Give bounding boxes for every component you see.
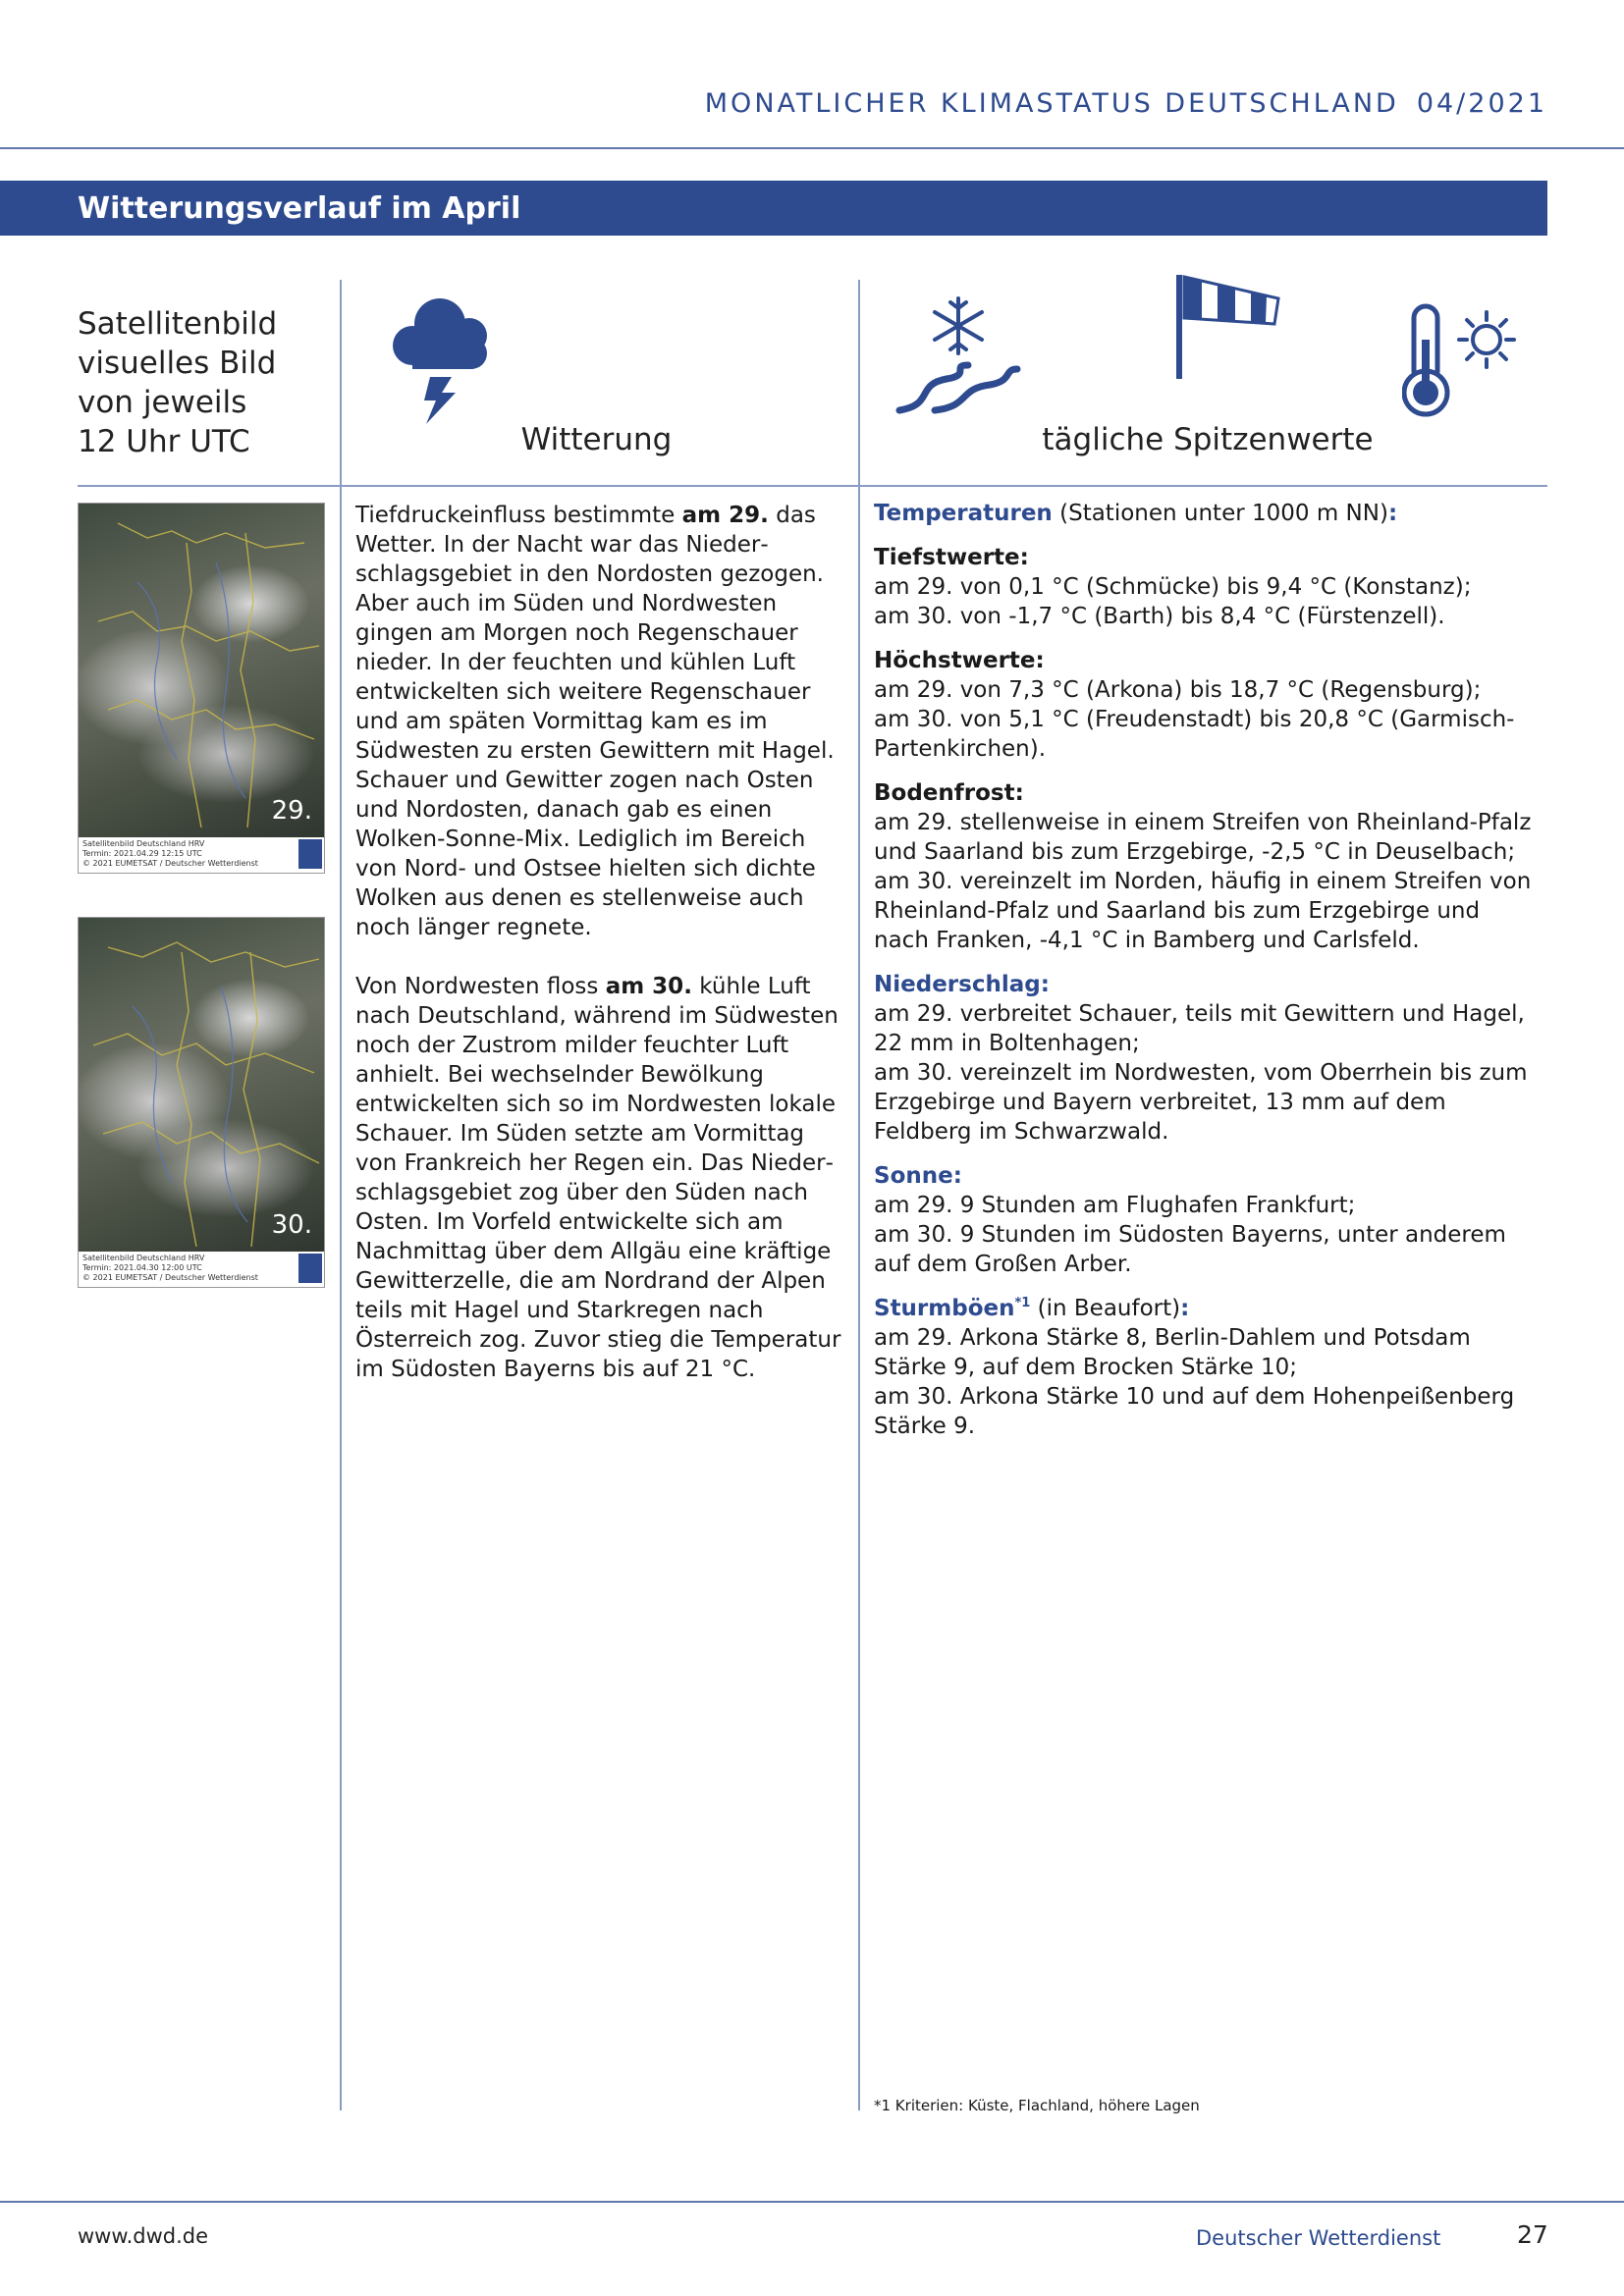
- value-line: am 30. vereinzelt im Norden, häufig in einem Streifen von Rheinland-Pfalz und Saarland bis zum Erzgebirge und nach Franken, -4,1 °C in Bamberg und Carlsfeld.: [874, 869, 1532, 953]
- weather-paragraph-29: [355, 501, 846, 942]
- satellite-column-header: [78, 304, 277, 461]
- satellite-caption: [79, 1252, 324, 1287]
- category-label: Sonne:: [874, 1163, 962, 1189]
- report-title: [705, 88, 1547, 119]
- column-divider-1: [340, 280, 342, 2110]
- header-divider: [0, 147, 1624, 149]
- border-overlay: [79, 504, 324, 837]
- sturmboeen-block: [874, 1294, 1542, 1441]
- hoechstwerte-block: [874, 646, 1542, 764]
- satellite-caption: [79, 837, 324, 873]
- category-label: Temperaturen: [874, 501, 1053, 526]
- satellite-map: [79, 504, 324, 837]
- satellite-header-line: Satellitenbild: [78, 306, 278, 342]
- text-run: das Wetter. In der Nacht war das Niederschlagsgebiet in den Nordosten gezogen. Aber auch im Süden und Nordwesten gingen am Morgen noch Regenschauer nieder. In der feuchten und kühlen Luft entwickelten sich weitere Regenschauer und am späten Vormittag kam es im Südwesten zu ersten Gewittern mit Hagel. Schauer und Gewitter zogen nach Osten und Nordosten, danach gab es einen Wolken-Sonne-Mix. Lediglich im Bereich von Nord- und Ostsee hielten sich dichte Wolken aus denen es stellenweise auch noch länger regnete.: [355, 503, 835, 940]
- date-highlight: am 29.: [681, 503, 769, 528]
- organization-name: Deutscher Wetterdienst: [1196, 2226, 1441, 2250]
- value-line: am 30. von -1,7 °C (Barth) bis 8,4 °C (Fürstenzell).: [874, 604, 1445, 629]
- weather-paragraph-30: [355, 972, 846, 1384]
- subcategory-label: Tiefstwerte:: [874, 545, 1029, 570]
- value-line: am 29. stellenweise in einem Streifen von Rheinland-Pfalz und Saarland bis zum Erzgebirge, -2,5 °C in Deuselbach;: [874, 810, 1532, 865]
- category-label: Niederschlag:: [874, 972, 1050, 997]
- text-run: Von Nordwesten floss: [355, 974, 606, 999]
- border-overlay: [79, 918, 324, 1252]
- value-line: am 30. Arkona Stärke 10 und auf dem Hohenpeißenberg Stärke 9.: [874, 1384, 1515, 1439]
- footer-divider: [0, 2201, 1624, 2203]
- category-label: Sturmböen: [874, 1296, 1015, 1321]
- weather-narrative: [355, 501, 846, 1384]
- sonne-block: [874, 1161, 1542, 1279]
- website-link[interactable]: www.dwd.de: [78, 2224, 209, 2248]
- value-line: am 29. von 0,1 °C (Schmücke) bis 9,4 °C (Konstanz);: [874, 574, 1472, 600]
- windsock-icon: [1172, 271, 1282, 381]
- value-line: am 29. verbreitet Schauer, teils mit Gewittern und Hagel, 22 mm in Boltenhagen;: [874, 1001, 1525, 1056]
- subcategory-label: Bodenfrost:: [874, 780, 1024, 806]
- category-colon: :: [1180, 1296, 1190, 1321]
- value-line: am 29. von 7,3 °C (Arkona) bis 18,7 °C (Regensburg);: [874, 677, 1482, 703]
- caption-line: © 2021 EUMETSAT / Deutscher Wetterdienst: [82, 1273, 258, 1282]
- section-banner: [0, 181, 1547, 236]
- page-number: 27: [1517, 2220, 1548, 2249]
- column-divider-2: [858, 280, 860, 2110]
- section-title: Witterungsverlauf im April: [78, 191, 521, 226]
- cloud-lightning-icon: [391, 291, 491, 424]
- text-run: Tiefdruckeinfluss bestimmte: [355, 503, 682, 528]
- caption-line: Satellitenbild Deutschland HRV: [82, 1254, 205, 1262]
- peak-values: [874, 499, 1542, 1456]
- satellite-day-label: 30.: [271, 1210, 312, 1240]
- caption-line: Termin: 2021.04.29 12:15 UTC: [82, 849, 202, 858]
- satellite-image-30: [78, 917, 325, 1288]
- dwd-logo: [298, 1254, 322, 1283]
- date-highlight: am 30.: [605, 974, 692, 999]
- text-run: kühle Luft nach Deutschland, während im Südwesten noch der Zustrom milder feuchter Luft anhielt. Bei wechselnder Bewölkung entwickelten sich so im Nordwesten lokale Schauer. Im Süden setzte am Vormittag von Frankreich her Regen ein. Das Niederschlagsgebiet zog über den Süden nach Osten. Im Vorfeld entwickelte sich am Nachmittag über dem Allgäu eine kräftige Gewitterzelle, die am Nordrand der Alpen teils mit Hagel und Starkregen nach Österreich zog. Zuvor stieg die Temperatur im Südosten Bayerns bis auf 21 °C.: [355, 974, 841, 1382]
- category-colon: :: [1387, 501, 1398, 526]
- niederschlag-block: [874, 970, 1542, 1147]
- report-title-text: MONATLICHER KLIMASTATUS DEUTSCHLAND: [704, 88, 1399, 119]
- thermometer-sun-icon: [1402, 300, 1520, 418]
- tiefstwerte-block: [874, 543, 1542, 631]
- footnote: *1 Kriterien: Küste, Flachland, höhere Lagen: [874, 2097, 1200, 2114]
- value-line: am 30. 9 Stunden im Südosten Bayerns, unter anderem auf dem Großen Arber.: [874, 1222, 1506, 1277]
- sturmboeen-heading: [874, 1294, 1542, 1323]
- caption-line: © 2021 EUMETSAT / Deutscher Wetterdienst: [82, 859, 258, 868]
- value-line: am 29. Arkona Stärke 8, Berlin-Dahlem und Potsdam Stärke 9, auf dem Brocken Stärke 10;: [874, 1325, 1471, 1380]
- temperatures-heading: [874, 499, 1542, 528]
- dwd-logo: [298, 839, 322, 869]
- subcategory-label: Höchstwerte:: [874, 648, 1045, 673]
- value-line: am 30. von 5,1 °C (Freudenstadt) bis 20,8 °C (Garmisch-Partenkirchen).: [874, 707, 1515, 762]
- caption-line: Termin: 2021.04.30 12:00 UTC: [82, 1263, 202, 1272]
- footnote-marker: *1: [1014, 1296, 1031, 1310]
- satellite-image-29: [78, 503, 325, 874]
- satellite-map: [79, 918, 324, 1252]
- bodenfrost-block: [874, 778, 1542, 955]
- issue-number: 04/2021: [1416, 88, 1547, 119]
- satellite-header-line: visuelles Bild: [78, 346, 277, 381]
- value-line: am 29. 9 Stunden am Flughafen Frankfurt;: [874, 1193, 1356, 1218]
- category-note: (in Beaufort): [1030, 1296, 1181, 1321]
- snowflake-road-icon: [895, 294, 1021, 416]
- header-row-divider: [78, 485, 1547, 487]
- satellite-header-line: von jeweils: [78, 385, 247, 420]
- caption-line: Satellitenbild Deutschland HRV: [82, 839, 205, 848]
- value-line: am 30. vereinzelt im Nordwesten, vom Oberrhein bis zum Erzgebirge und Bayern verbreitet, 13 mm auf dem Feldberg im Schwarzwald.: [874, 1060, 1528, 1145]
- satellite-header-line: 12 Uhr UTC: [78, 424, 250, 459]
- peaks-column-header: tägliche Spitzenwerte: [1042, 422, 1374, 457]
- weather-column-header: Witterung: [520, 422, 673, 457]
- category-note: (Stationen unter 1000 m NN): [1052, 501, 1388, 526]
- satellite-day-label: 29.: [271, 796, 312, 826]
